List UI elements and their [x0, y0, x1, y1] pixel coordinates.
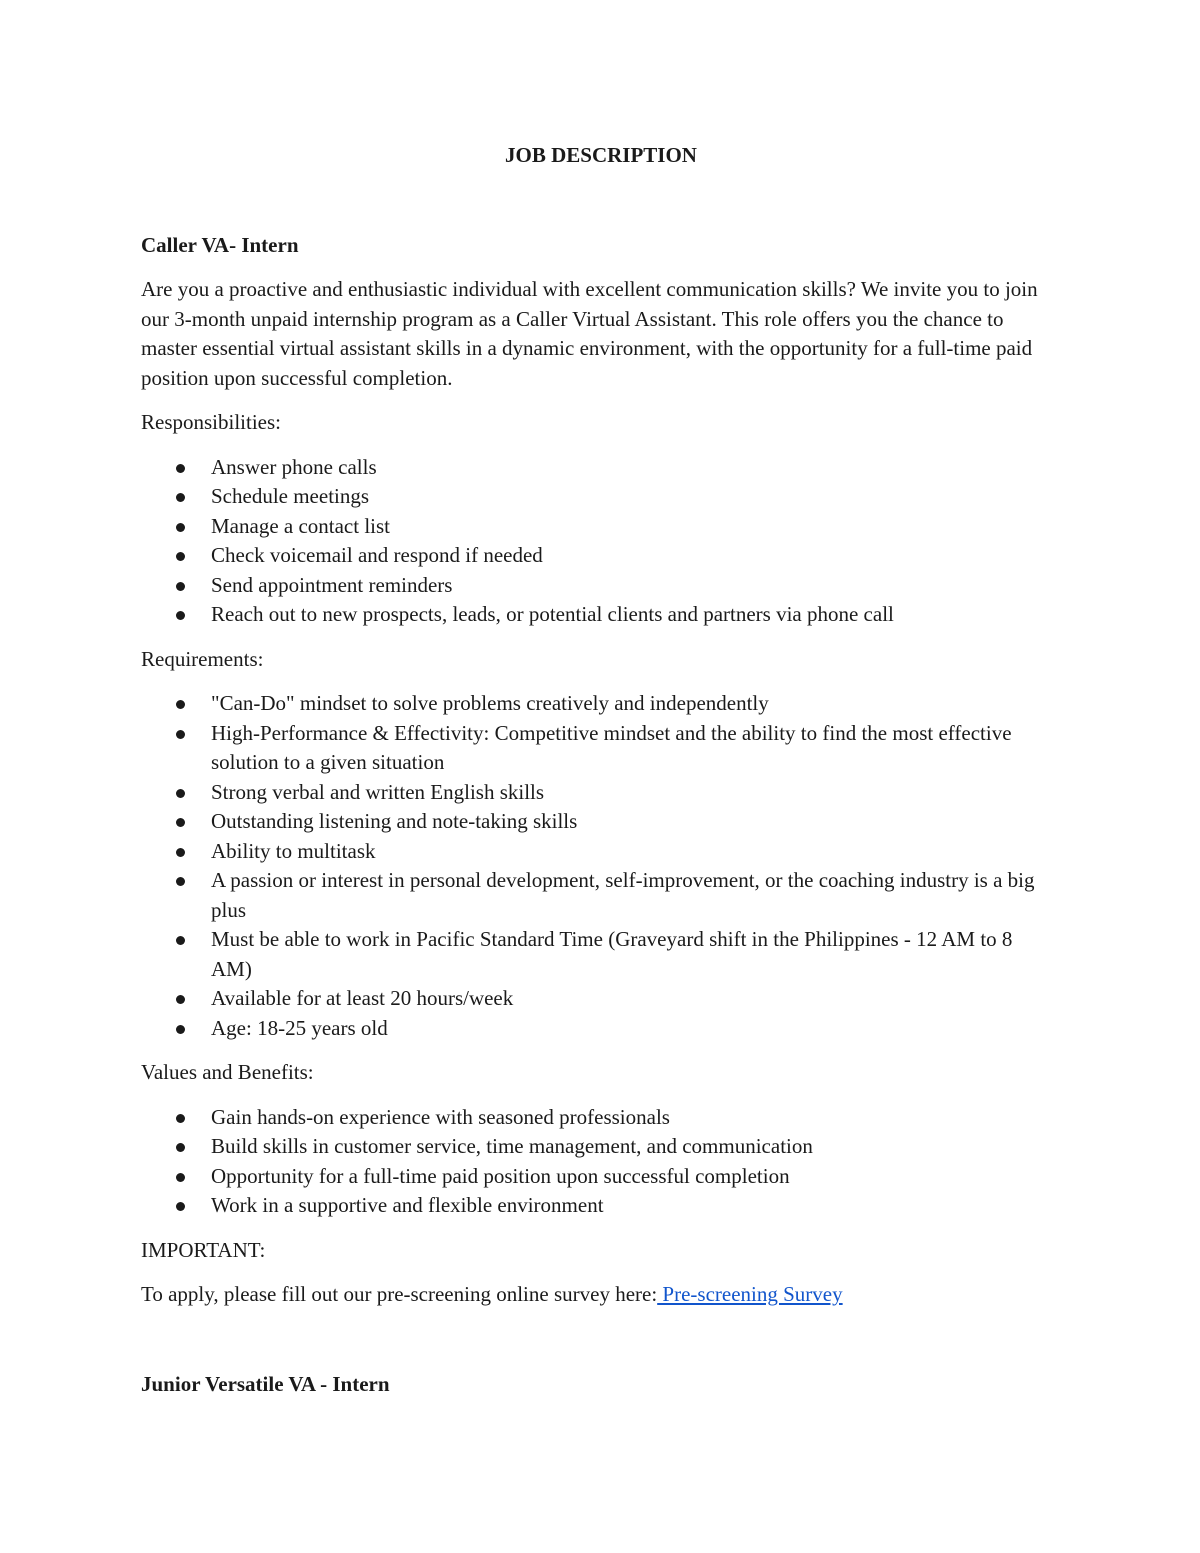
list-item-text: Gain hands-on experience with seasoned professionals — [211, 1104, 670, 1129]
bullet-icon — [176, 1143, 185, 1152]
list-item — [141, 1162, 1041, 1192]
document-page — [141, 140, 1061, 1399]
bullet-icon — [176, 789, 185, 798]
list-item-text: Send appointment reminders — [211, 572, 453, 597]
requirements-list — [141, 689, 1061, 1043]
pre-screening-survey-link[interactable]: Pre-screening Survey — [657, 1282, 843, 1306]
list-item-text: Ability to multitask — [211, 838, 376, 863]
bullet-icon — [176, 877, 185, 886]
bullet-icon — [176, 552, 185, 561]
list-item — [141, 1103, 1041, 1133]
list-item-text: Opportunity for a full-time paid position upon successful completion — [211, 1163, 790, 1188]
list-item-text: A passion or interest in personal development, self-improvement, or the coaching industry is a big plus — [211, 868, 1035, 922]
list-item-text: Reach out to new prospects, leads, or potential clients and partners via phone call — [211, 602, 894, 626]
list-item-text: Outstanding listening and note-taking skills — [211, 809, 578, 833]
bullet-icon — [176, 1202, 185, 1211]
document-heading: JOB DESCRIPTION — [505, 143, 697, 167]
list-item — [141, 1014, 1041, 1044]
list-item — [141, 719, 1041, 778]
bullet-icon — [176, 493, 185, 502]
bullet-icon — [176, 730, 185, 739]
list-item — [141, 778, 1041, 808]
list-item — [141, 689, 1041, 719]
bullet-icon — [176, 995, 185, 1004]
list-item — [141, 512, 1041, 542]
list-item — [141, 600, 1041, 630]
list-item — [141, 541, 1041, 571]
bullet-icon — [176, 523, 185, 532]
bullet-icon — [176, 1173, 185, 1182]
bullet-icon — [176, 582, 185, 591]
list-item-text: Answer phone calls — [211, 454, 377, 479]
list-item — [141, 571, 1041, 601]
list-item-text: "Can-Do" mindset to solve problems creatively and independently — [211, 691, 769, 715]
list-item — [141, 837, 1041, 867]
benefits-label: Values and Benefits: — [141, 1060, 314, 1084]
responsibilities-label: Responsibilities: — [141, 410, 282, 434]
bullet-icon — [176, 1114, 185, 1123]
list-item-text: Must be able to work in Pacific Standard Time (Graveyard shift in the Philippines - 12 AM to 8 AM) — [211, 927, 1013, 981]
list-item-text: Manage a contact list — [211, 513, 391, 538]
requirements-label: Requirements: — [141, 646, 264, 671]
list-item — [141, 984, 1041, 1014]
important-label: IMPORTANT: — [141, 1237, 266, 1262]
list-item-text: Age: 18-25 years old — [211, 1015, 388, 1040]
bullet-icon — [176, 818, 185, 827]
apply-instructions — [141, 1280, 1061, 1310]
bullet-icon — [176, 848, 185, 857]
list-item — [141, 925, 1041, 984]
list-item — [141, 1191, 1041, 1221]
list-item-text: Build skills in customer service, time management, and communication — [211, 1134, 813, 1158]
list-item-text: High-Performance & Effectivity: Competitive mindset and the ability to find the most effective solution to a given situation — [211, 720, 1012, 774]
job-title-caller: Caller VA- Intern — [141, 233, 299, 257]
benefits-list — [141, 1103, 1061, 1221]
list-item-text: Work in a supportive and flexible environment — [211, 1193, 604, 1217]
list-item-text: Available for at least 20 hours/week — [211, 986, 514, 1010]
list-item — [141, 1132, 1041, 1162]
list-item — [141, 453, 1041, 483]
list-item — [141, 866, 1041, 925]
apply-text: To apply, please fill out our pre-screening online survey here: — [141, 1282, 658, 1306]
list-item — [141, 482, 1041, 512]
job-title-junior-versatile: Junior Versatile VA - Intern — [141, 1371, 390, 1396]
bullet-icon — [176, 611, 185, 620]
responsibilities-list — [141, 453, 1061, 630]
bullet-icon — [176, 464, 185, 473]
bullet-icon — [176, 936, 185, 945]
job-intro: Are you a proactive and enthusiastic individual with excellent communication skills? We invite you to join our 3-month unpaid internship program as a Caller Virtual Assistant. This role offers you the chance to master essential virtual assistant skills in a dynamic environment, with the opportunity for a full-time paid position upon successful completion. — [141, 277, 1038, 390]
list-item-text: Check voicemail and respond if needed — [211, 543, 543, 567]
bullet-icon — [176, 700, 185, 709]
list-item-text: Strong verbal and written English skills — [211, 779, 545, 804]
list-item-text: Schedule meetings — [211, 484, 370, 508]
list-item — [141, 807, 1041, 837]
bullet-icon — [176, 1025, 185, 1034]
